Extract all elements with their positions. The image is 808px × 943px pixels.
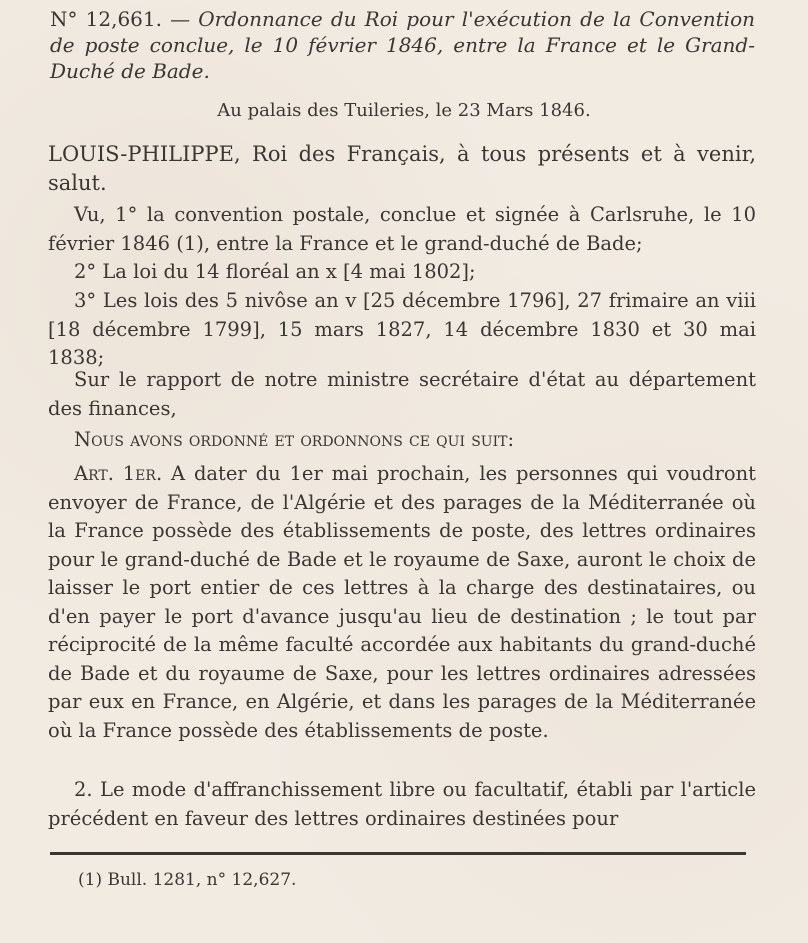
footnote-divider — [50, 852, 746, 855]
article-1-label: Art. 1er. — [74, 462, 163, 485]
preamble — [48, 140, 756, 197]
dateline: Au palais des Tuileries, le 23 Mars 1846. — [217, 100, 591, 121]
considerant-lois-nivose: 3° Les lois des 5 nivôse an v [25 décembre 1796], 27 frimaire an viii [18 décembre 1799], 15 mars 1827, 14 décembre 1830 et 30 mai 1838; — [48, 289, 756, 369]
considerant-loi-floreal: 2° La loi du 14 floréal an x [4 mai 1802]; — [74, 260, 476, 283]
considerant-rapport: Sur le rapport de notre ministre secrétaire d'état au département des finances, — [48, 368, 756, 420]
article-2-text: Le mode d'affranchissement libre ou facultatif, établi par l'article précédent en faveur des lettres ordinaires destinées pour — [48, 778, 756, 830]
ordinance-number: N° 12,661. — [50, 7, 162, 31]
considerant-convention: Vu, 1° la convention postale, conclue et signée à Carlsruhe, le 10 février 1846 (1), entre la France et le grand-duché de Bade; — [48, 203, 756, 255]
ordonnance-formula: Nous avons ordonné et ordonnons ce qui suit: — [74, 428, 515, 451]
ordinance-title — [50, 6, 755, 84]
ordinance-title-text: — Ordonnance du Roi pour l'exécution de la Convention de poste conclue, le 10 février 1846, entre la France et le Grand-Duché de Bade. — [50, 7, 755, 83]
king-name: LOUIS-PHILIPPE — [48, 142, 234, 166]
article-2 — [48, 776, 756, 833]
preamble-text: , Roi des Français, à tous présents et à venir, salut. — [48, 142, 756, 195]
footnote: (1) Bull. 1281, n° 12,627. — [78, 870, 297, 890]
article-1-text: A dater du 1er mai prochain, les personnes qui voudront envoyer de France, de l'Algérie et des parages de la Méditerranée où la France possède des établissements de poste, des lettres ordinaires pour le grand-duché de Bade et le royaume de Saxe, auront le choix de laisser le port entier de ces lettres à la charge des destinataires, ou d'en payer le port d'avance jusqu'au lieu de destination ; le tout par réciprocité de la même faculté accordée aux habitants du grand-duché de Bade et du royaume de Saxe, pour les lettres ordinaires adressées par eux en France, en Algérie, et dans les parages de la Méditerranée où la France possède des établissements de poste. — [48, 462, 756, 742]
article-2-label: 2. — [74, 778, 93, 801]
article-1 — [48, 460, 756, 745]
